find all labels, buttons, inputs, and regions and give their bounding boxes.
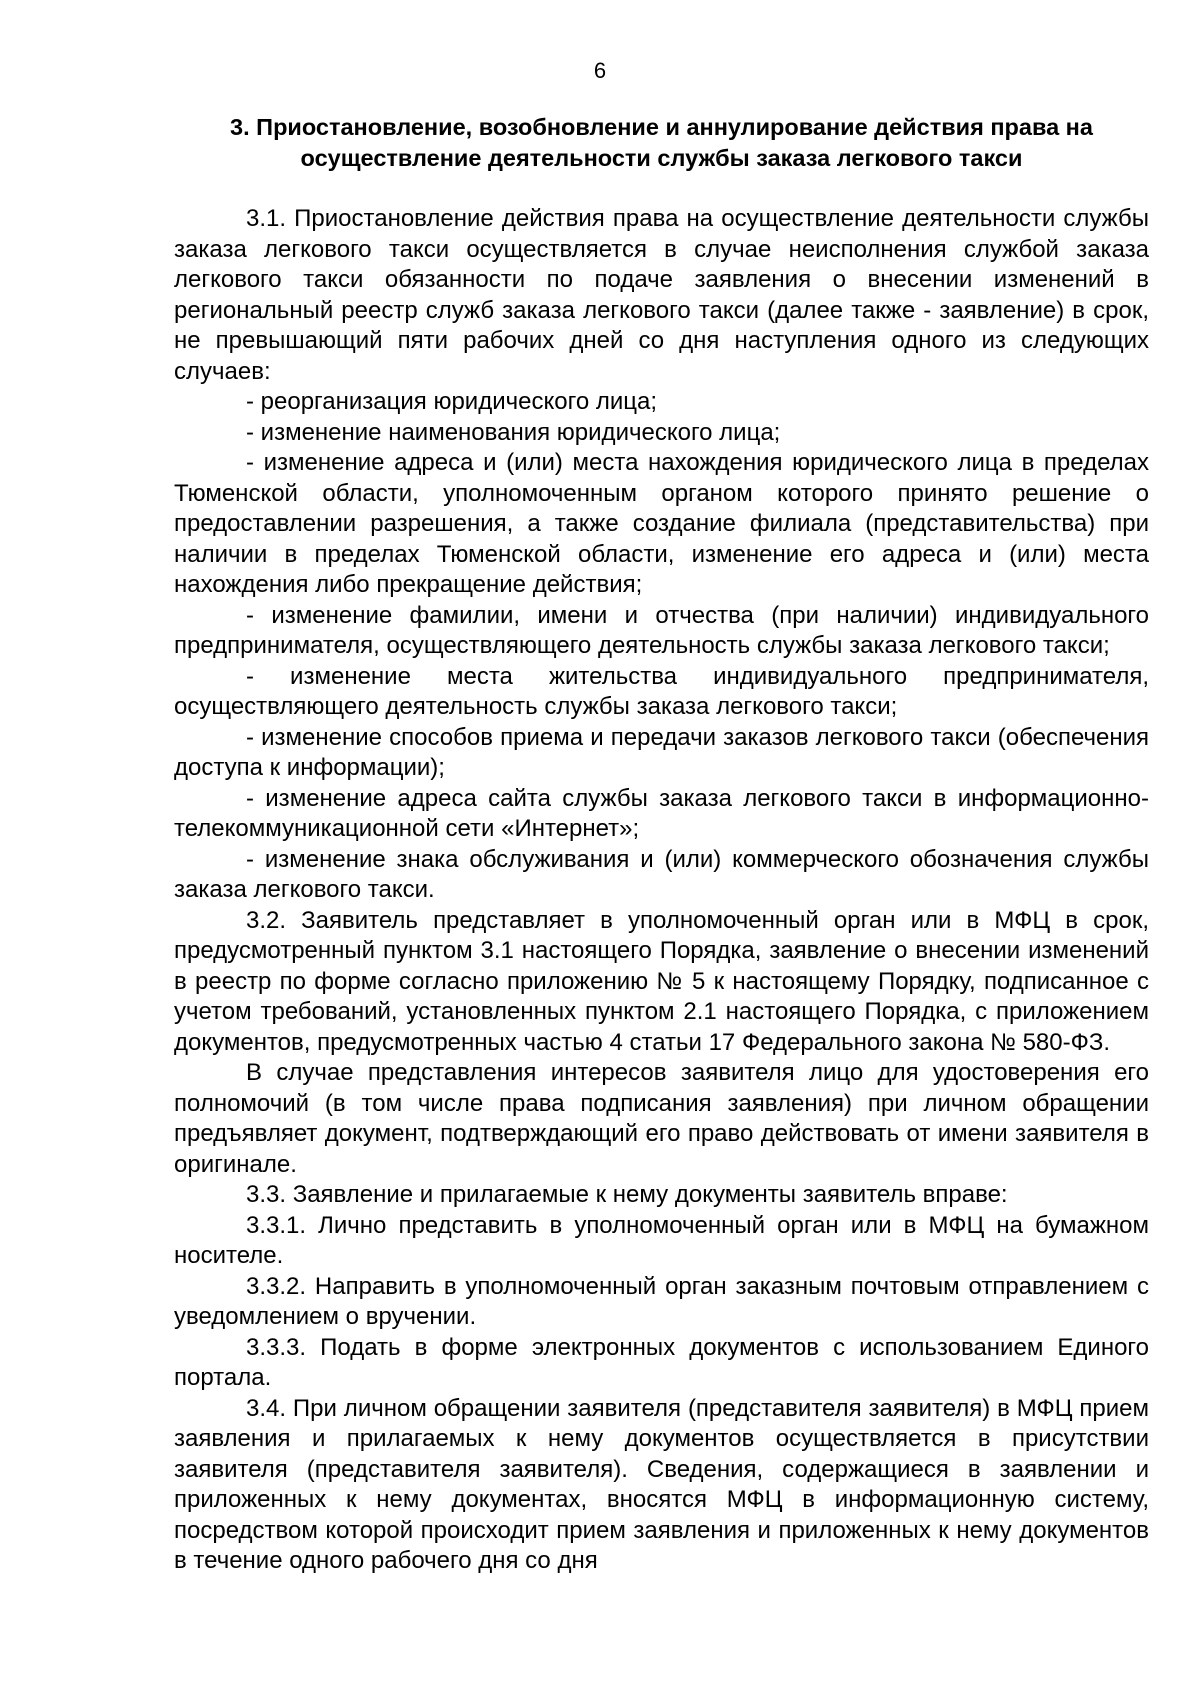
list-item-trademark-change: - изменение знака обслуживания и (или) коммерческого обозначения службы заказа легкового такси. [174, 845, 1149, 903]
page-number: 6 [593, 58, 607, 83]
list-item-residence-change: - изменение места жительства индивидуального предпринимателя, осуществляющего деятельность службы заказа легкового такси; [174, 662, 1149, 720]
paragraph-3-2: 3.2. Заявитель представляет в уполномоченный орган или в МФЦ в срок, предусмотренный пунктом 3.1 настоящего Порядка, заявление о внесении изменений в реестр по форме согласно приложению № 5 к настоящему Порядку, подписанное с учетом требований, установленных пунктом 2.1 настоящего Порядка, с приложением документов, предусмотренных частью 4 статьи 17 Федерального закона № 580-ФЗ. [174, 906, 1149, 1056]
paragraph-3-3-3: 3.3.3. Подать в форме электронных документов с использованием Единого портала. [174, 1333, 1149, 1391]
list-item-name-change: - изменение наименования юридического лица; [246, 418, 781, 446]
list-item-website-change: - изменение адреса сайта службы заказа легкового такси в информационно-телекоммуникационной сети «Интернет»; [174, 784, 1149, 842]
list-item-address-change: - изменение адреса и (или) места нахождения юридического лица в пределах Тюменской области, уполномоченным органом которого принято решение о предоставлении разрешения, а также создание филиала (представительства) при наличии в пределах Тюменской области, изменение его адреса и (или) места нахождения либо прекращение действия; [174, 449, 1149, 598]
list-item-entrepreneur-name-change: - изменение фамилии, имени и отчества (при наличии) индивидуального предпринимателя, осуществляющего деятельность службы заказа легкового такси; [174, 601, 1149, 659]
document-body [174, 112, 1149, 1577]
paragraph-representative: В случае представления интересов заявителя лицо для удостоверения его полномочий (в том числе права подписания заявления) при личном обращении предъявляет документ, подтверждающий его право действовать от имени заявителя в оригинале. [174, 1059, 1149, 1178]
section-title: 3. Приостановление, возобновление и аннулирование действия права на осуществление деятельности службы заказа легкового такси [230, 114, 1093, 171]
paragraph-3-3: 3.3. Заявление и прилагаемые к нему документы заявитель вправе: [246, 1181, 1008, 1208]
paragraph-3-4: 3.4. При личном обращении заявителя (представителя заявителя) в МФЦ прием заявления и прилагаемых к нему документов осуществляется в присутствии заявителя (представителя заявителя). Сведения, содержащиеся в заявлении и приложенных к нему документах, вносятся МФЦ в информационную систему, посредством которой происходит прием заявления и приложенных к нему документов в течение одного рабочего дня со дня [174, 1394, 1149, 1574]
paragraph-3-3-1: 3.3.1. Лично представить в уполномоченный орган или в МФЦ на бумажном носителе. [174, 1211, 1149, 1269]
paragraph-3-3-2: 3.3.2. Направить в уполномоченный орган заказным почтовым отправлением с уведомлением о вручении. [174, 1272, 1149, 1330]
list-item-order-methods-change: - изменение способов приема и передачи заказов легкового такси (обеспечения доступа к информации); [174, 723, 1149, 781]
list-item-reorganization: - реорганизация юридического лица; [246, 388, 657, 415]
paragraph-3-1: 3.1. Приостановление действия права на осуществление деятельности службы заказа легкового такси осуществляется в случае неисполнения службой заказа легкового такси обязанности по подаче заявления о внесении изменений в региональный реестр служб заказа легкового такси (далее также - заявление) в срок, не превышающий пяти рабочих дней со дня наступления одного из следующих случаев: [174, 205, 1149, 385]
